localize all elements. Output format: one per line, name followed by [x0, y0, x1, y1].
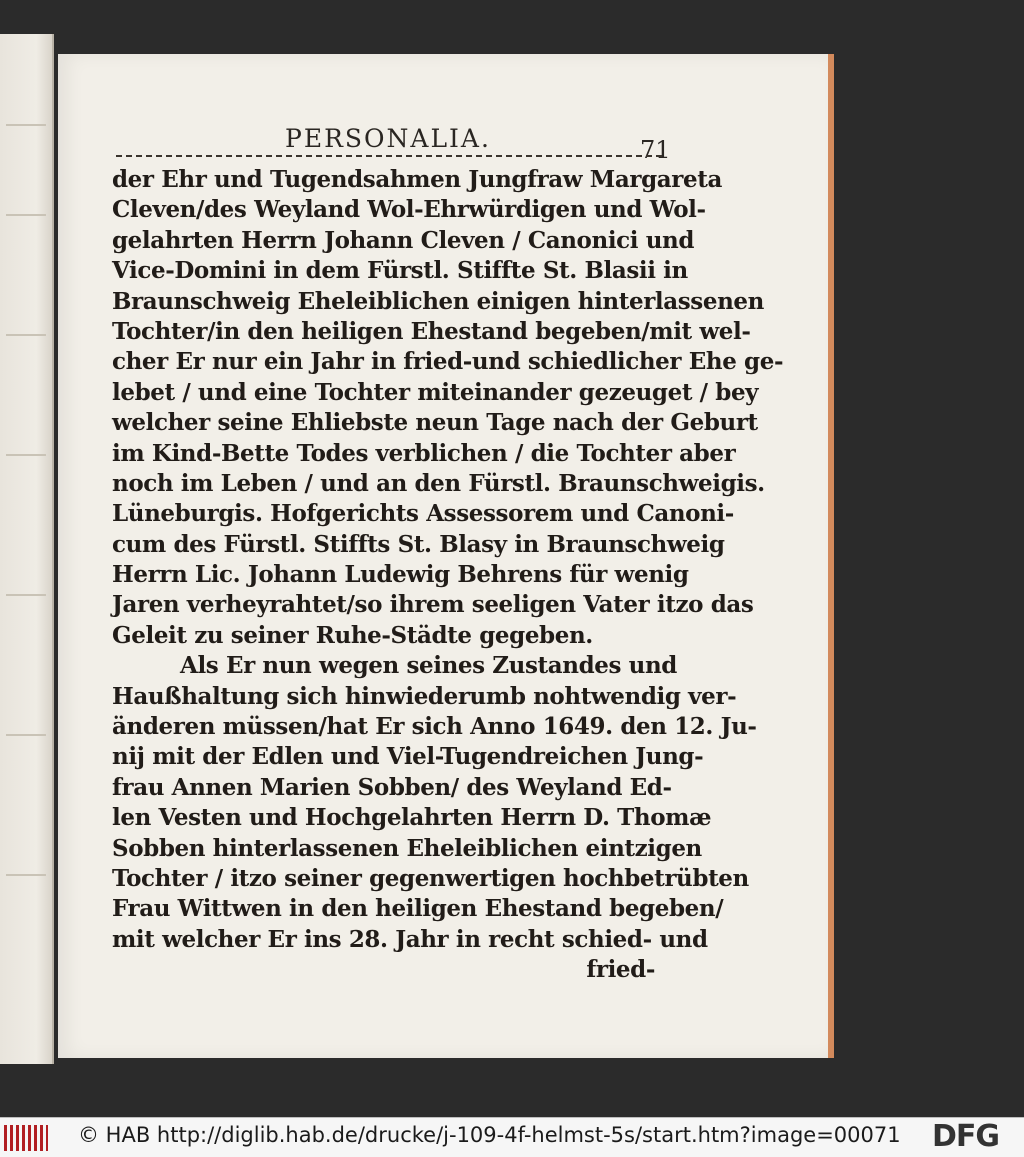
text-line: Lüneburgis. Hofgerichts Assessorem und Canoni-: [112, 500, 734, 528]
facing-page-ghost-text: [6, 124, 46, 126]
text-line: cum des Fürstl. Stiffts St. Blasy in Braunschweig: [112, 530, 725, 558]
text-line: der Ehr und Tugendsahmen Jungfraw Margareta: [112, 166, 722, 193]
running-head: PERSONALIA.: [285, 124, 491, 153]
text-line: Vice-Domini in dem Fürstl. Stiffte St. Blasii in: [112, 257, 688, 285]
text-line: noch im Leben / und an den Fürstl. Braunschweigis.: [112, 469, 765, 497]
header-rule: [116, 155, 662, 159]
text-line: gelahrten Herrn Johann Cleven / Canonici und: [112, 226, 695, 254]
paragraph-first-line: Als Er nun wegen seines Zustandes und: [180, 652, 677, 680]
text-line: cher Er nur ein Jahr in fried-und schiedlicher Ehe ge-: [112, 348, 784, 376]
facing-page-ghost-text: [6, 214, 46, 216]
text-line: Jaren verheyrahtet/so ihrem seeligen Vater itzo das: [112, 591, 754, 619]
text-line: Sobben hinterlassenen Eheleiblichen eintzigen: [112, 834, 702, 862]
text-line: Haußhaltung sich hinwiederumb nohtwendig ver-: [112, 682, 737, 710]
page-body-text: [112, 165, 784, 986]
facing-page-ghost-text: [6, 334, 46, 336]
facing-page-ghost-text: [6, 594, 46, 596]
text-line: len Vesten und Hochgelahrten Herrn D. Thomæ: [112, 804, 712, 832]
text-line: frau Annen Marien Sobben/ des Weyland Ed-: [112, 773, 672, 801]
text-line: mit welcher Er ins 28. Jahr in recht schied- und: [112, 925, 708, 953]
text-line: Geleit zu seiner Ruhe-Städte gegeben.: [112, 621, 593, 649]
page-number: 71: [640, 136, 671, 164]
facing-page-ghost-text: [6, 734, 46, 736]
dfg-logo: DFG: [932, 1119, 1000, 1154]
text-line: Herrn Lic. Johann Ludewig Behrens für wenig: [112, 561, 689, 589]
source-link[interactable]: © HAB http://diglib.hab.de/drucke/j-109-4f-helmst-5s/start.htm?image=00071: [78, 1123, 901, 1147]
facing-page-edge: [0, 34, 54, 1064]
catchword: fried-: [586, 956, 655, 984]
text-line: welcher seine Ehliebste neun Tage nach der Geburt: [112, 409, 758, 437]
text-line: Braunschweig Eheleiblichen einigen hinterlassenen: [112, 287, 764, 315]
text-line: Tochter/in den heiligen Ehestand begeben/mit wel-: [112, 317, 751, 345]
text-line: Cleven/des Weyland Wol-Ehrwürdigen und Wol-: [112, 196, 706, 224]
facing-page-ghost-text: [6, 874, 46, 876]
hab-logo-icon: [4, 1125, 48, 1151]
text-line: lebet / und eine Tochter miteinander gezeuget / bey: [112, 378, 759, 406]
text-line: Frau Wittwen in den heiligen Ehestand begeben/: [112, 895, 724, 923]
facing-page-ghost-text: [6, 454, 46, 456]
text-line: im Kind-Bette Todes verblichen / die Tochter aber: [112, 439, 736, 467]
footer-bar: [0, 1117, 1024, 1157]
text-line: Tochter / itzo seiner gegenwertigen hochbetrübten: [112, 864, 749, 892]
text-line: nij mit der Edlen und Viel-Tugendreichen Jung-: [112, 743, 704, 771]
text-line: änderen müssen/hat Er sich Anno 1649. den 12. Ju-: [112, 713, 757, 741]
